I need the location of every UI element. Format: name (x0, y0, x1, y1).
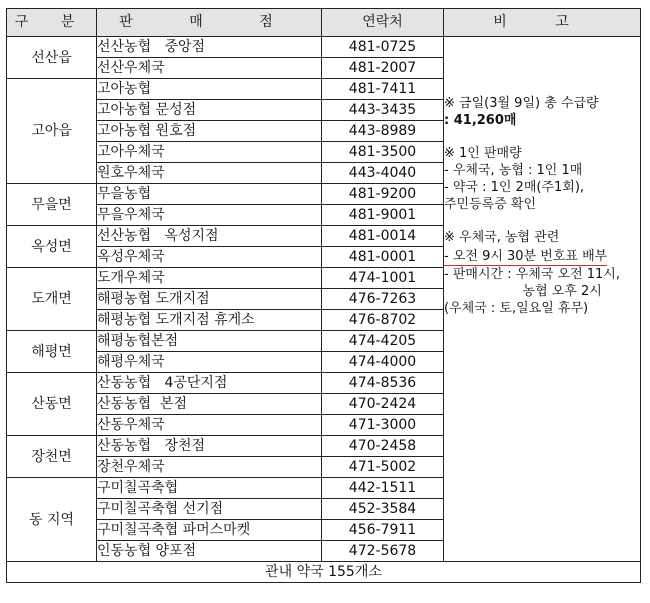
store-name: 해평농협 도개지점 (97, 289, 322, 310)
store-phone: 476-7263 (322, 289, 444, 310)
store-phone: 452-3584 (322, 499, 444, 520)
store-phone: 456-7911 (322, 520, 444, 541)
store-name: 고아농협 문성점 (97, 100, 322, 121)
store-phone: 481-9200 (322, 184, 444, 205)
store-name: 무을우체국 (97, 205, 322, 226)
limit-line: - 약국 : 1인 2매(주1회), (444, 180, 585, 195)
store-name: 고아농협 원호점 (97, 121, 322, 142)
store-name: 구미칠곡축협 선기점 (97, 499, 322, 520)
supply-title: ※ 금일(3월 9일) 총 수급량 (444, 96, 599, 111)
notes-spacer (444, 37, 640, 95)
store-name: 산동우체국 (97, 415, 322, 436)
region-cell: 옥성면 (7, 226, 97, 268)
store-phone: 443-8989 (322, 121, 444, 142)
store-phone: 481-0014 (322, 226, 444, 247)
store-phone: 470-2424 (322, 394, 444, 415)
store-phone: 476-8702 (322, 310, 444, 331)
agency-line: (우체국 : 토,일요일 휴무) (444, 301, 589, 316)
agency-line-highlight: - 오전 9시 30분 번호표 배부 (444, 249, 608, 264)
store-phone: 481-2007 (322, 58, 444, 79)
agency-title: ※ 우체국, 농협 관련 (444, 230, 560, 245)
table-body (7, 37, 641, 562)
store-name: 인동농협 양포점 (97, 541, 322, 562)
store-phone: 481-0725 (322, 37, 444, 58)
footer-row (7, 562, 641, 583)
limit-line: - 우체국, 농협 : 1인 1매 (444, 163, 583, 178)
store-phone: 481-9001 (322, 205, 444, 226)
store-name: 구미칠곡축협 (97, 478, 322, 499)
region-cell: 고아읍 (7, 79, 97, 184)
store-phone: 474-4205 (322, 331, 444, 352)
store-phone: 481-0001 (322, 247, 444, 268)
store-name: 해평농협 도개지점 휴게소 (97, 310, 322, 331)
store-name: 산동농협 장천점 (97, 436, 322, 457)
agency-line: - 판매시간 : 우체국 오전 11시, (444, 267, 620, 282)
store-phone: 443-4040 (322, 163, 444, 184)
store-phone: 472-5678 (322, 541, 444, 562)
header-phone: 연락처 (322, 9, 444, 37)
limit-line: 주민등록증 확인 (444, 197, 537, 212)
store-phone: 481-7411 (322, 79, 444, 100)
header-store: 판 매 점 (97, 9, 322, 37)
store-phone: 470-2458 (322, 436, 444, 457)
store-phone: 442-1511 (322, 478, 444, 499)
store-name: 고아농협 (97, 79, 322, 100)
region-cell: 장천면 (7, 436, 97, 478)
store-name: 선산우체국 (97, 58, 322, 79)
store-name: 선산농협 옥성지점 (97, 226, 322, 247)
region-cell: 선산읍 (7, 37, 97, 79)
store-name: 산동농협 본점 (97, 394, 322, 415)
store-phone: 474-4000 (322, 352, 444, 373)
agency-line: 농협 오후 2시 (444, 284, 602, 299)
region-cell: 동 지역 (7, 478, 97, 562)
store-phone: 474-8536 (322, 373, 444, 394)
table-row (7, 37, 641, 58)
store-name: 산동농협 4공단지점 (97, 373, 322, 394)
store-name: 옥성우체국 (97, 247, 322, 268)
store-name: 해평농협본점 (97, 331, 322, 352)
store-name: 도개우체국 (97, 268, 322, 289)
store-name: 원호우체국 (97, 163, 322, 184)
header-note: 비 고 (444, 9, 641, 37)
store-phone: 443-3435 (322, 100, 444, 121)
store-name: 선산농협 중앙점 (97, 37, 322, 58)
store-name: 장천우체국 (97, 457, 322, 478)
limit-title: ※ 1인 판매량 (444, 146, 522, 161)
region-cell: 산동면 (7, 373, 97, 436)
store-name: 무을농협 (97, 184, 322, 205)
store-phone: 471-5002 (322, 457, 444, 478)
store-phone: 481-3500 (322, 142, 444, 163)
store-name: 고아우체국 (97, 142, 322, 163)
pharmacy-count: 관내 약국 155개소 (7, 562, 641, 583)
store-name: 구미칠곡축협 파머스마켓 (97, 520, 322, 541)
store-phone: 474-1001 (322, 268, 444, 289)
mask-sales-table (6, 8, 641, 583)
header-row (7, 9, 641, 37)
store-phone: 471-3000 (322, 415, 444, 436)
region-cell: 도개면 (7, 268, 97, 331)
header-region: 구 분 (7, 9, 97, 37)
store-name: 해평우체국 (97, 352, 322, 373)
notes-cell (444, 37, 641, 562)
region-cell: 무을면 (7, 184, 97, 226)
region-cell: 해평면 (7, 331, 97, 373)
supply-value: : 41,260매 (444, 113, 517, 128)
